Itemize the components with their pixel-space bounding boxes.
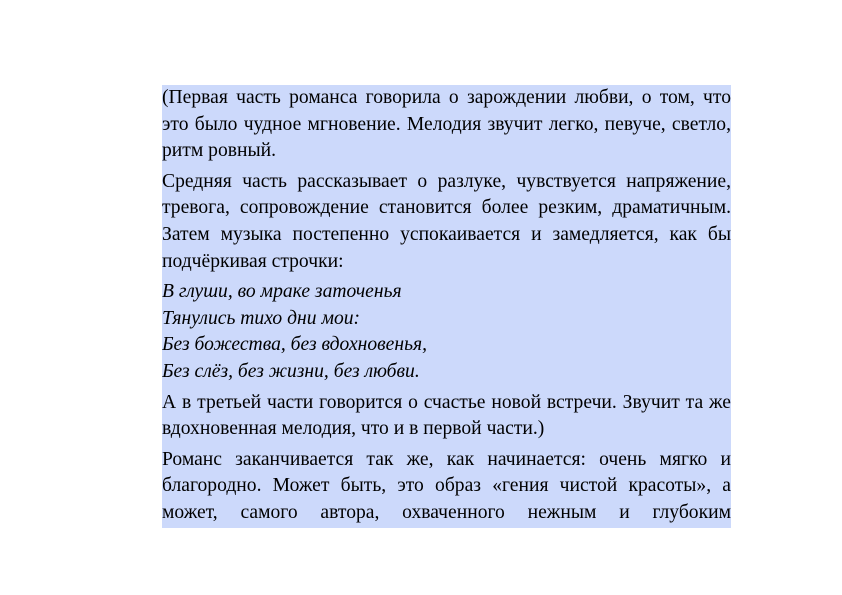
paragraph-middle: Средняя часть рассказывает о разлуке, чувствуется напряжение, тревога, сопровождение становится более резким, драматичным. Затем музыка постепенно успокаивается и замедляется, как бы подчёркивая строчки: <box>162 170 731 272</box>
poem-line: В глуши, во мраке заточенья <box>162 281 402 303</box>
paragraph-ending: Романс заканчивается так же, как начинается: очень мягко и благородно. Может быть, это образ «гения чистой красоты», а может, самого автора, охваченного нежным и глубоким <box>162 448 731 523</box>
poem-quote <box>162 279 731 385</box>
poem-line: Без слёз, без жизни, без любви. <box>162 360 420 382</box>
paragraph-intro: (Первая часть романса говорила о зарождении любви, о том, что это было чудное мгновение. Мелодия звучит легко, певуче, светло, ритм ровный. <box>162 87 731 162</box>
highlighted-text-block <box>162 85 731 528</box>
paragraph-third: А в третьей части говорится о счастье новой встречи. Звучит та же вдохновенная мелодия, что и в первой части.) <box>162 391 731 440</box>
poem-line: Без божества, без вдохновенья, <box>162 334 428 356</box>
poem-line: Тянулись тихо дни мои: <box>162 307 361 329</box>
